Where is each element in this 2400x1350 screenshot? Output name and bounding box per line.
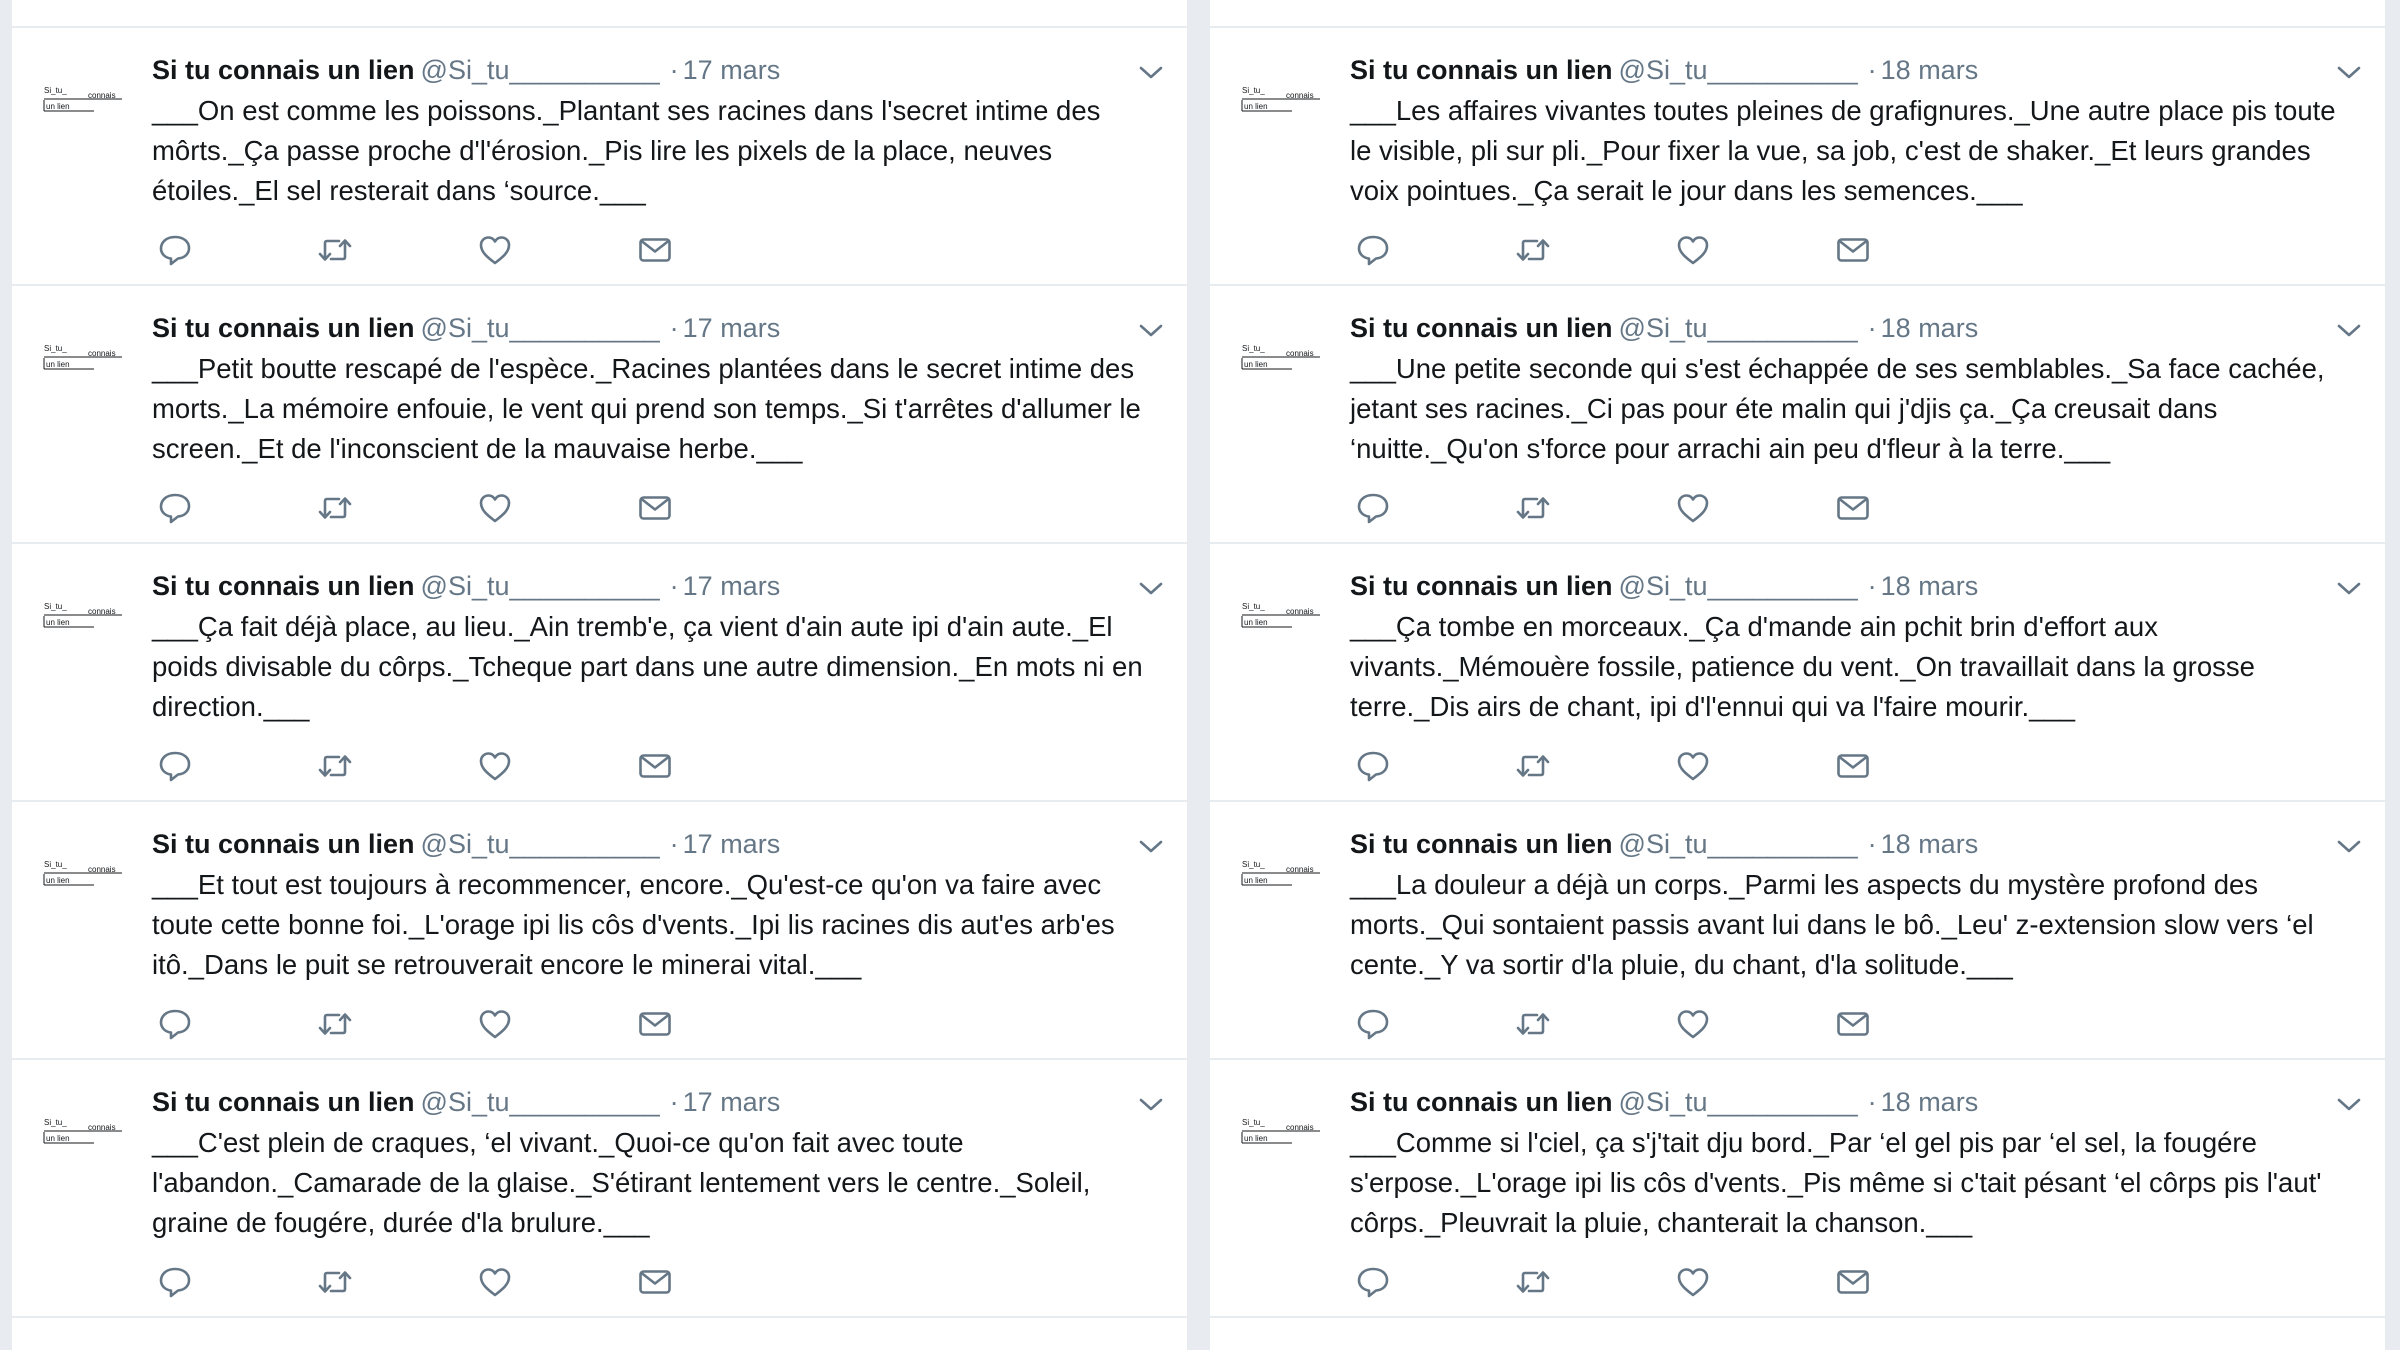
tweet-text: ___Une petite seconde qui s'est échappée de ses semblables._Sa face cachée, jetant ses racines._Ci pas pour éte malin qui j'djis ça._Ça creusait dans ‘nuitte._Qu'on s'force pour arrachi ain peu d'fleur à la terre.___ [1350, 353, 2325, 464]
retweet-icon [317, 749, 353, 783]
like-button[interactable] [1675, 1265, 1711, 1299]
reply-icon [1355, 1265, 1391, 1299]
retweet-icon [317, 233, 353, 267]
account-handle[interactable]: @Si_tu__________ [420, 571, 660, 601]
account-handle[interactable]: @Si_tu__________ [420, 313, 660, 343]
direct-message-icon [1835, 749, 1871, 783]
chevron-down-icon[interactable] [2335, 320, 2363, 340]
logo-line-1: Si_tu_ [44, 344, 67, 353]
direct-message-button[interactable] [637, 1265, 673, 1299]
heart-icon [1675, 491, 1711, 525]
tweet-text: ___La douleur a déjà un corps._Parmi les aspects du mystère profond des morts._Qui sontaient passis avant lui dans le bô._Leu' z-extension slow vers ‘el cente._Y va sortir d'la pluie, du chant, d'la solitude.___ [1350, 869, 2314, 980]
bottom-divider [1210, 1318, 2385, 1348]
retweet-button[interactable] [317, 749, 353, 783]
tweet-text: ___Petit boutte rescapé de l'espèce._Racines plantées dans le secret intime des morts._La mémoire enfouie, le vent qui prend son temps._Si t'arrêtes d'allumer le screen._Et de l'inconscient de la mauvaise herbe.___ [152, 353, 1141, 464]
retweet-button[interactable] [1515, 233, 1551, 267]
direct-message-button[interactable] [1835, 233, 1871, 267]
logo-icon [42, 1115, 124, 1157]
account-handle[interactable]: @Si_tu__________ [1618, 55, 1858, 85]
separator: · [1867, 55, 1877, 85]
tweet-header [152, 568, 1167, 604]
logo-line-3: un lien [46, 618, 70, 627]
tweet-header [1350, 52, 2365, 88]
account-name[interactable]: Si tu connais un lien [152, 571, 415, 601]
separator: · [669, 1087, 679, 1117]
account-handle[interactable]: @Si_tu__________ [420, 1087, 660, 1117]
logo-line-1: Si_tu_ [1242, 1118, 1265, 1127]
chevron-down-icon[interactable] [1137, 320, 1165, 340]
like-button[interactable] [477, 1007, 513, 1041]
retweet-icon [1515, 749, 1551, 783]
like-button[interactable] [1675, 233, 1711, 267]
account-handle[interactable]: @Si_tu__________ [420, 829, 660, 859]
heart-icon [477, 749, 513, 783]
tweet-text: ___Et tout est toujours à recommencer, encore._Qu'est-ce qu'on va faire avec toute cette bonne foi._L'orage ipi lis côs d'vents._Ipi lis racines dis aut'es arb'es itô._Dans le puit se retrouverait encore le minerai vital.___ [152, 869, 1115, 980]
direct-message-button[interactable] [1835, 1007, 1871, 1041]
direct-message-icon [1835, 233, 1871, 267]
logo-line-1: Si_tu_ [1242, 602, 1265, 611]
tweet[interactable] [12, 28, 1187, 286]
like-button[interactable] [477, 1265, 513, 1299]
logo-line-3: un lien [1244, 876, 1268, 885]
logo-icon [42, 599, 124, 641]
tweet-text: ___C'est plein de craques, ‘el vivant._Quoi-ce qu'on fait avec toute l'abandon._Camarade de la glaise._S'étirant lentement vers le centre._Soleil, graine de fougére, durée d'la brulure.___ [152, 1127, 1091, 1238]
logo-line-3: un lien [46, 360, 70, 369]
reply-icon [157, 233, 193, 267]
tweet[interactable] [1210, 28, 2385, 286]
direct-message-icon [1835, 1265, 1871, 1299]
tweet-date[interactable]: 17 mars [682, 1087, 781, 1117]
chevron-down-icon[interactable] [1137, 578, 1165, 598]
direct-message-icon [637, 749, 673, 783]
separator: · [1867, 571, 1877, 601]
direct-message-icon [637, 233, 673, 267]
avatar[interactable] [1240, 341, 1322, 383]
logo-line-2: connais [1286, 865, 1314, 874]
chevron-down-icon[interactable] [1137, 1094, 1165, 1114]
tweet[interactable] [12, 1060, 1187, 1318]
tweet-header [1350, 310, 2365, 346]
chevron-down-icon[interactable] [2335, 578, 2363, 598]
tweet[interactable] [12, 286, 1187, 544]
logo-line-2: connais [88, 865, 116, 874]
bottom-divider [12, 1318, 1187, 1348]
like-button[interactable] [477, 749, 513, 783]
chevron-down-icon[interactable] [2335, 836, 2363, 856]
logo-line-3: un lien [46, 876, 70, 885]
logo-line-2: connais [88, 91, 116, 100]
avatar[interactable] [1240, 599, 1322, 641]
tweet-date[interactable]: 18 mars [1880, 829, 1979, 859]
tweet[interactable] [1210, 544, 2385, 802]
retweet-icon [1515, 491, 1551, 525]
avatar[interactable] [42, 341, 124, 383]
logo-line-1: Si_tu_ [1242, 860, 1265, 869]
logo-line-3: un lien [46, 102, 70, 111]
account-handle[interactable]: @Si_tu__________ [420, 55, 660, 85]
logo-line-2: connais [88, 349, 116, 358]
logo-line-1: Si_tu_ [1242, 86, 1265, 95]
logo-icon [1240, 1115, 1322, 1157]
account-handle[interactable]: @Si_tu__________ [1618, 1087, 1858, 1117]
like-button[interactable] [1675, 749, 1711, 783]
account-name[interactable]: Si tu connais un lien [152, 1087, 415, 1117]
avatar[interactable] [1240, 1115, 1322, 1157]
heart-icon [1675, 1265, 1711, 1299]
direct-message-button[interactable] [637, 491, 673, 525]
retweet-icon [1515, 1007, 1551, 1041]
direct-message-icon [637, 491, 673, 525]
reply-button[interactable] [157, 1265, 193, 1299]
tweet-header [152, 52, 1167, 88]
tweet[interactable] [1210, 286, 2385, 544]
reply-icon [157, 1007, 193, 1041]
account-name[interactable]: Si tu connais un lien [1350, 571, 1613, 601]
direct-message-button[interactable] [1835, 1265, 1871, 1299]
avatar[interactable] [1240, 857, 1322, 899]
logo-icon [42, 341, 124, 383]
like-button[interactable] [1675, 1007, 1711, 1041]
avatar[interactable] [1240, 83, 1322, 125]
direct-message-icon [1835, 491, 1871, 525]
tweet-text: ___Ça fait déjà place, au lieu._Ain tremb'e, ça vient d'ain aute ipi d'ain aute._El poids divisable du côrps._Tcheque part dans une autre dimension._En mots ni en direction.___ [152, 611, 1143, 722]
tweet-date[interactable]: 18 mars [1880, 1087, 1979, 1117]
like-button[interactable] [477, 491, 513, 525]
reply-icon [1355, 233, 1391, 267]
logo-line-2: connais [88, 607, 116, 616]
tweet-text: ___Comme si l'ciel, ça s'j'tait dju bord._Par ‘el gel pis par ‘el sel, la fougére s'erpose._L'orage ipi lis côs d'vents._Pis même si c'tait pésant ‘el côrps pis l'aut' côrps._Pleuvrait la pluie, chanterait la chanson.___ [1350, 1127, 2322, 1238]
separator: · [669, 571, 679, 601]
direct-message-button[interactable] [637, 749, 673, 783]
tweet-date[interactable]: 18 mars [1880, 571, 1979, 601]
timeline-column-right [1210, 0, 2385, 1350]
logo-line-1: Si_tu_ [44, 1118, 67, 1127]
logo-icon [1240, 341, 1322, 383]
tweet[interactable] [1210, 1060, 2385, 1318]
logo-line-2: connais [1286, 607, 1314, 616]
reply-icon [1355, 491, 1391, 525]
retweet-button[interactable] [317, 491, 353, 525]
direct-message-button[interactable] [1835, 491, 1871, 525]
logo-line-1: Si_tu_ [44, 602, 67, 611]
logo-line-3: un lien [1244, 360, 1268, 369]
heart-icon [1675, 233, 1711, 267]
separator: · [669, 313, 679, 343]
reply-button[interactable] [1355, 233, 1391, 267]
tweet-list [1210, 28, 2385, 1318]
tweet-text: ___On est comme les poissons._Plantant ses racines dans l'secret intime des môrts._Ça passe proche d'l'érosion._Pis lire les pixels de la place, neuves étoiles._El sel resterait dans ‘source.___ [152, 95, 1101, 206]
retweet-button[interactable] [1515, 491, 1551, 525]
separator: · [669, 829, 679, 859]
account-name[interactable]: Si tu connais un lien [1350, 1087, 1613, 1117]
logo-line-2: connais [1286, 1123, 1314, 1132]
chevron-down-icon[interactable] [2335, 1094, 2363, 1114]
account-name[interactable]: Si tu connais un lien [152, 313, 415, 343]
tweet[interactable] [12, 802, 1187, 1060]
reply-button[interactable] [1355, 1265, 1391, 1299]
chevron-down-icon[interactable] [1137, 836, 1165, 856]
direct-message-icon [1835, 1007, 1871, 1041]
tweet-list [12, 28, 1187, 1318]
like-button[interactable] [477, 233, 513, 267]
reply-icon [157, 491, 193, 525]
reply-button[interactable] [157, 749, 193, 783]
tweet-date[interactable]: 17 mars [682, 313, 781, 343]
retweet-icon [317, 1265, 353, 1299]
tweet[interactable] [12, 544, 1187, 802]
separator: · [1867, 313, 1877, 343]
retweet-button[interactable] [317, 1265, 353, 1299]
logo-icon [1240, 599, 1322, 641]
logo-line-1: Si_tu_ [44, 86, 67, 95]
account-handle[interactable]: @Si_tu__________ [1618, 313, 1858, 343]
reply-button[interactable] [157, 233, 193, 267]
tweet-date[interactable]: 17 mars [682, 571, 781, 601]
logo-icon [1240, 83, 1322, 125]
tweet-date[interactable]: 17 mars [682, 55, 781, 85]
logo-line-3: un lien [1244, 618, 1268, 627]
heart-icon [477, 1007, 513, 1041]
chevron-down-icon[interactable] [2335, 62, 2363, 82]
tweet-text: ___Les affaires vivantes toutes pleines de grafignures._Une autre place pis toute le visible, pli sur pli._Pour fixer la vue, sa job, c'est de shaker._Et leurs grandes voix pointues._Ça serait le jour dans les semences.___ [1350, 95, 2336, 206]
reply-button[interactable] [1355, 749, 1391, 783]
tweet-date[interactable]: 18 mars [1880, 313, 1979, 343]
logo-line-2: connais [1286, 91, 1314, 100]
tweet-header [1350, 1084, 2365, 1120]
retweet-icon [1515, 233, 1551, 267]
direct-message-button[interactable] [1835, 749, 1871, 783]
tweet-header [152, 310, 1167, 346]
reply-button[interactable] [1355, 1007, 1391, 1041]
account-name[interactable]: Si tu connais un lien [152, 829, 415, 859]
account-name[interactable]: Si tu connais un lien [152, 55, 415, 85]
reply-button[interactable] [157, 491, 193, 525]
retweet-button[interactable] [1515, 1265, 1551, 1299]
direct-message-icon [637, 1007, 673, 1041]
reply-button[interactable] [1355, 491, 1391, 525]
retweet-icon [317, 491, 353, 525]
separator: · [1867, 1087, 1877, 1117]
like-button[interactable] [1675, 491, 1711, 525]
logo-line-2: connais [88, 1123, 116, 1132]
avatar[interactable] [42, 83, 124, 125]
avatar[interactable] [42, 599, 124, 641]
account-handle[interactable]: @Si_tu__________ [1618, 829, 1858, 859]
reply-icon [157, 749, 193, 783]
separator: · [1867, 829, 1877, 859]
reply-icon [1355, 749, 1391, 783]
reply-icon [1355, 1007, 1391, 1041]
retweet-button[interactable] [1515, 749, 1551, 783]
logo-line-1: Si_tu_ [44, 860, 67, 869]
chevron-down-icon[interactable] [1137, 62, 1165, 82]
direct-message-icon [637, 1265, 673, 1299]
account-handle[interactable]: @Si_tu__________ [1618, 571, 1858, 601]
retweet-button[interactable] [1515, 1007, 1551, 1041]
logo-line-2: connais [1286, 349, 1314, 358]
heart-icon [477, 233, 513, 267]
timeline-column-left [12, 0, 1187, 1350]
heart-icon [1675, 1007, 1711, 1041]
tweet-header [152, 1084, 1167, 1120]
account-name[interactable]: Si tu connais un lien [1350, 313, 1613, 343]
tweet-header [152, 826, 1167, 862]
logo-line-1: Si_tu_ [1242, 344, 1265, 353]
account-name[interactable]: Si tu connais un lien [1350, 55, 1613, 85]
logo-icon [1240, 857, 1322, 899]
direct-message-button[interactable] [637, 233, 673, 267]
account-name[interactable]: Si tu connais un lien [1350, 829, 1613, 859]
logo-icon [42, 83, 124, 125]
direct-message-button[interactable] [637, 1007, 673, 1041]
tweet-header [1350, 568, 2365, 604]
top-divider [12, 0, 1187, 28]
retweet-button[interactable] [317, 233, 353, 267]
heart-icon [477, 491, 513, 525]
retweet-icon [1515, 1265, 1551, 1299]
logo-line-3: un lien [46, 1134, 70, 1143]
retweet-button[interactable] [317, 1007, 353, 1041]
logo-line-3: un lien [1244, 102, 1268, 111]
avatar[interactable] [42, 1115, 124, 1157]
tweet-header [1350, 826, 2365, 862]
tweet-date[interactable]: 18 mars [1880, 55, 1979, 85]
heart-icon [477, 1265, 513, 1299]
avatar[interactable] [42, 857, 124, 899]
tweet-text: ___Ça tombe en morceaux._Ça d'mande ain pchit brin d'effort aux vivants._Mémouère fossile, patience du vent._On travaillait dans la grosse terre._Dis airs de chant, ipi d'l'ennui qui va l'faire mourir.___ [1350, 611, 2255, 722]
retweet-icon [317, 1007, 353, 1041]
separator: · [669, 55, 679, 85]
logo-icon [42, 857, 124, 899]
logo-line-3: un lien [1244, 1134, 1268, 1143]
reply-button[interactable] [157, 1007, 193, 1041]
tweet[interactable] [1210, 802, 2385, 1060]
top-divider [1210, 0, 2385, 28]
reply-icon [157, 1265, 193, 1299]
tweet-date[interactable]: 17 mars [682, 829, 781, 859]
heart-icon [1675, 749, 1711, 783]
